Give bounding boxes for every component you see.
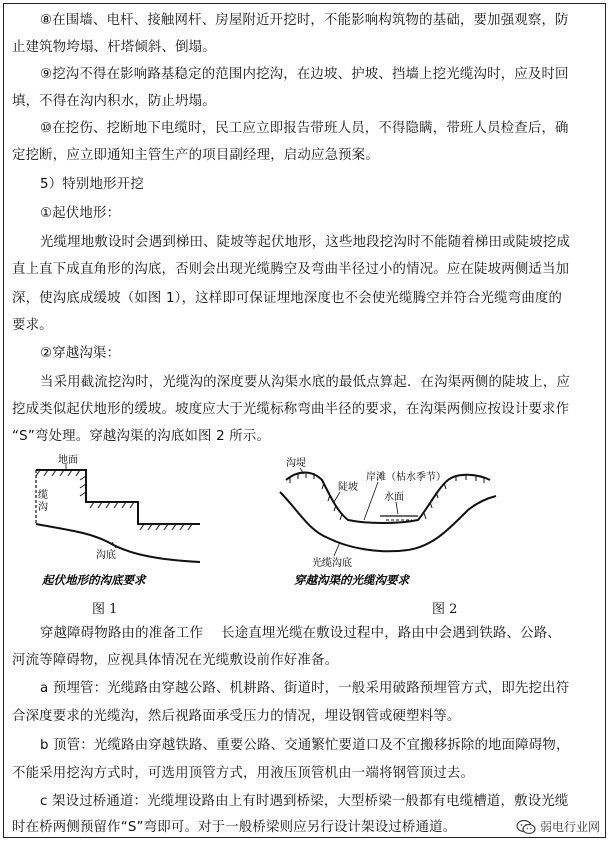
text-line: 直上直下成直角形的沟底，否则会出现光缆腾空及弯曲半径过小的情况。应在陡坡两侧适当加 <box>12 262 570 277</box>
wechat-icon <box>516 819 536 835</box>
figure-1-title: 起伏地形的沟底要求 <box>42 573 146 587</box>
ground-profile <box>36 470 200 524</box>
text-line: c 架设过桥通道：光缆埋设路由上有时遇到桥梁，大型桥梁一般都有电缆槽道，敷设光缆 <box>40 794 569 809</box>
label-ground: 地面 <box>58 455 78 466</box>
label-trench-2: 沟 <box>38 502 48 513</box>
text-line: 挖成类似起伏地形的缓坡。坡度应大于光缆标称弯曲半径的要求，在沟渠两侧应按设计要求作 <box>12 402 570 417</box>
figure-1-diagram <box>28 450 243 590</box>
text-line: 要求。 <box>12 318 53 333</box>
trench-bottom-curve <box>36 524 200 562</box>
figure-2-diagram <box>268 450 500 590</box>
text-line: ⑨挖沟不得在影响路基稳定的范围内挖沟，在边坡、护坡、挡墙上挖光缆沟时，应及时回 <box>40 67 569 82</box>
text-line: a 预埋管：光缆路由穿越公路、机耕路、街道时，一般采用破路预埋管方式，即先挖出符 <box>40 681 570 696</box>
text-line: ⑩在挖伤、挖断地下电缆时，民工应立即报告带班人员，不得隐瞒，带班人员检查后，确 <box>40 121 569 136</box>
watermark <box>516 818 600 835</box>
text-line: 合深度要求的光缆沟，然后视路面承受压力的情况，埋设钢管或硬塑料等。 <box>12 709 461 724</box>
text-line: b 顶管：光缆路由穿越铁路、重要公路、交通繁忙要道口及不宜搬移拆除的地面障碍物， <box>40 738 570 753</box>
watermark-text: 弱电行业网 <box>539 820 600 834</box>
text-line: 深，使沟底成缓坡（如图 1），这样即可保证埋地深度也不会使光缆腾空并符合光缆弯曲度的 <box>12 291 563 306</box>
text-line: “S”弯处理。穿越沟渠的沟底如图 2 所示。 <box>12 429 271 444</box>
text-line: 穿越障碍物路由的准备工作 长途直埋光缆在敷设过程中，路由中会遇到铁路、公路、 <box>40 626 561 641</box>
text-line: 填，不得在沟内积水，防止坍塌。 <box>12 94 216 109</box>
text-line: ⑧在围墙、电杆、接触网杆、房屋附近开挖时，不能影响构筑物的基础，要加强观察，防 <box>40 13 569 28</box>
text-line: 河流等障碍物，应视具体情况在光缆敷设前作好准备。 <box>12 653 339 668</box>
text-line: 时在桥两侧预留作“S”弯即可。对于一般桥梁则应另行设计架设过桥通道。 <box>12 820 457 835</box>
subsection-heading: ①起伏地形： <box>40 206 121 221</box>
label-beach: 岸滩（枯水季节） <box>366 472 446 483</box>
text-line: 光缆埋地敷设时会遇到梯田、陡坡等起伏地形，这些地段挖沟时不能随着梯田或陡坡挖成 <box>40 235 571 250</box>
section-heading: 5）特别地形开挖 <box>40 177 144 192</box>
label-bottom: 沟底 <box>96 550 116 561</box>
text-line: 止建筑物垮塌、杆塔倾斜、倒塌。 <box>12 40 216 55</box>
text-line: 当采用截流挖沟时，光缆沟的深度要从沟渠水底的最低点算起．在沟渠两侧的陡坡上，应 <box>40 375 571 390</box>
label-trench-1: 缆 <box>38 490 48 501</box>
label-dike: 沟堤 <box>286 458 306 469</box>
text-line: 不能采用挖沟方式时，可选用顶管方式，用液压顶管机由一端将钢管顶过去。 <box>12 766 475 781</box>
subsection-heading: ②穿越沟渠： <box>40 346 121 361</box>
label-water: 水面 <box>384 492 404 503</box>
label-cable-bottom: 光缆沟底 <box>312 558 352 569</box>
figure-2-title: 穿越沟渠的光缆沟要求 <box>294 573 409 587</box>
figure-1-caption: 图 1 <box>92 602 118 617</box>
label-slope: 陡坡 <box>338 482 358 493</box>
text-line: 定挖断，应立即通知主管生产的项目副经理，启动应急预案。 <box>12 148 379 163</box>
figure-2-caption: 图 2 <box>432 602 458 617</box>
